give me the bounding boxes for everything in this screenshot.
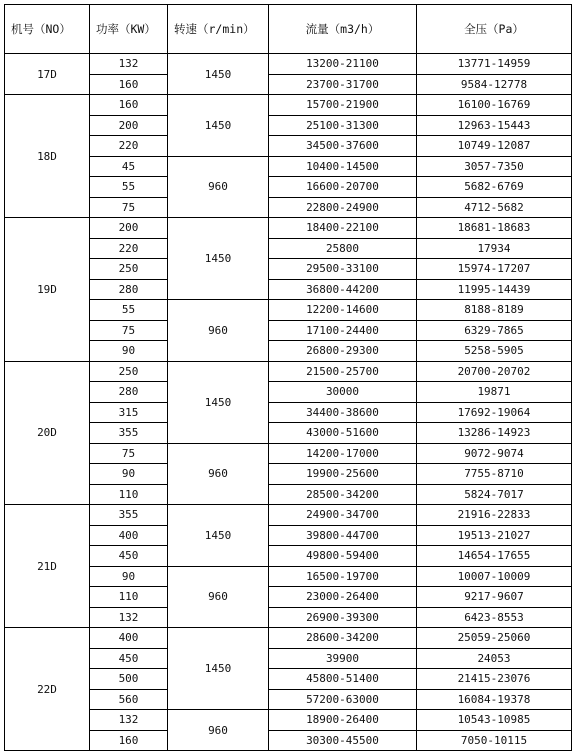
speed-cell: 1450: [168, 361, 269, 443]
flow-cell: 25800: [269, 238, 417, 259]
table-row: [5, 197, 572, 218]
pressure-cell: 7755-8710: [417, 464, 572, 485]
flow-cell: 30000: [269, 382, 417, 403]
power-cell: 500: [90, 669, 168, 690]
pressure-cell: 6423-8553: [417, 607, 572, 628]
power-cell: 200: [90, 115, 168, 136]
speed-cell: 960: [168, 566, 269, 628]
table-row: [5, 115, 572, 136]
flow-cell: 16500-19700: [269, 566, 417, 587]
power-cell: 200: [90, 218, 168, 239]
pressure-cell: 3057-7350: [417, 156, 572, 177]
power-cell: 75: [90, 443, 168, 464]
table-row: [5, 218, 572, 239]
table-row: [5, 443, 572, 464]
header-model: 机号（NO）: [5, 5, 90, 54]
flow-cell: 29500-33100: [269, 259, 417, 280]
flow-cell: 14200-17000: [269, 443, 417, 464]
table-row: [5, 156, 572, 177]
pressure-cell: 10007-10009: [417, 566, 572, 587]
power-cell: 110: [90, 484, 168, 505]
pressure-cell: 19513-21027: [417, 525, 572, 546]
power-cell: 355: [90, 423, 168, 444]
pressure-cell: 17934: [417, 238, 572, 259]
table-row: [5, 464, 572, 485]
pressure-cell: 18681-18683: [417, 218, 572, 239]
table-row: [5, 279, 572, 300]
pressure-cell: 6329-7865: [417, 320, 572, 341]
table-row: [5, 648, 572, 669]
pressure-cell: 4712-5682: [417, 197, 572, 218]
speed-cell: 1450: [168, 95, 269, 157]
power-cell: 400: [90, 525, 168, 546]
speed-cell: 1450: [168, 505, 269, 567]
table-row: [5, 74, 572, 95]
pressure-cell: 20700-20702: [417, 361, 572, 382]
speed-cell: 960: [168, 300, 269, 362]
pressure-cell: 13286-14923: [417, 423, 572, 444]
model-cell: 22D: [5, 628, 90, 751]
flow-cell: 12200-14600: [269, 300, 417, 321]
power-cell: 132: [90, 710, 168, 731]
flow-cell: 34500-37600: [269, 136, 417, 157]
flow-cell: 18900-26400: [269, 710, 417, 731]
power-cell: 55: [90, 177, 168, 198]
flow-cell: 39900: [269, 648, 417, 669]
header-pressure: 全压（Pa）: [417, 5, 572, 54]
flow-cell: 25100-31300: [269, 115, 417, 136]
model-cell: 21D: [5, 505, 90, 628]
power-cell: 450: [90, 546, 168, 567]
flow-cell: 57200-63000: [269, 689, 417, 710]
power-cell: 355: [90, 505, 168, 526]
power-cell: 220: [90, 238, 168, 259]
table-row: [5, 177, 572, 198]
flow-cell: 16600-20700: [269, 177, 417, 198]
flow-cell: 26800-29300: [269, 341, 417, 362]
power-cell: 280: [90, 279, 168, 300]
pressure-cell: 5258-5905: [417, 341, 572, 362]
pressure-cell: 16100-16769: [417, 95, 572, 116]
flow-cell: 36800-44200: [269, 279, 417, 300]
table-row: [5, 259, 572, 280]
pressure-cell: 9217-9607: [417, 587, 572, 608]
power-cell: 250: [90, 361, 168, 382]
table-row: [5, 382, 572, 403]
pressure-cell: 15974-17207: [417, 259, 572, 280]
speed-cell: 1450: [168, 54, 269, 95]
power-cell: 160: [90, 74, 168, 95]
flow-cell: 28500-34200: [269, 484, 417, 505]
flow-cell: 34400-38600: [269, 402, 417, 423]
power-cell: 132: [90, 607, 168, 628]
table-row: [5, 136, 572, 157]
table-row: [5, 54, 572, 75]
flow-cell: 23000-26400: [269, 587, 417, 608]
speed-cell: 960: [168, 710, 269, 751]
power-cell: 132: [90, 54, 168, 75]
pressure-cell: 5824-7017: [417, 484, 572, 505]
flow-cell: 49800-59400: [269, 546, 417, 567]
power-cell: 90: [90, 464, 168, 485]
flow-cell: 17100-24400: [269, 320, 417, 341]
table-row: [5, 423, 572, 444]
power-cell: 315: [90, 402, 168, 423]
flow-cell: 21500-25700: [269, 361, 417, 382]
speed-cell: 960: [168, 443, 269, 505]
flow-cell: 13200-21100: [269, 54, 417, 75]
power-cell: 90: [90, 341, 168, 362]
power-cell: 560: [90, 689, 168, 710]
pressure-cell: 7050-10115: [417, 730, 572, 751]
power-cell: 90: [90, 566, 168, 587]
table-row: [5, 566, 572, 587]
flow-cell: 15700-21900: [269, 95, 417, 116]
table-row: [5, 525, 572, 546]
power-cell: 220: [90, 136, 168, 157]
model-cell: 19D: [5, 218, 90, 362]
speed-cell: 1450: [168, 218, 269, 300]
power-cell: 250: [90, 259, 168, 280]
pressure-cell: 9072-9074: [417, 443, 572, 464]
table-row: [5, 628, 572, 649]
flow-cell: 19900-25600: [269, 464, 417, 485]
power-cell: 55: [90, 300, 168, 321]
flow-cell: 39800-44700: [269, 525, 417, 546]
pressure-cell: 10749-12087: [417, 136, 572, 157]
model-cell: 17D: [5, 54, 90, 95]
table-row: [5, 320, 572, 341]
flow-cell: 10400-14500: [269, 156, 417, 177]
pressure-cell: 11995-14439: [417, 279, 572, 300]
model-cell: 20D: [5, 361, 90, 505]
power-cell: 75: [90, 197, 168, 218]
pressure-cell: 24053: [417, 648, 572, 669]
table-row: [5, 689, 572, 710]
flow-cell: 45800-51400: [269, 669, 417, 690]
fan-spec-table: [4, 4, 572, 751]
pressure-cell: 9584-12778: [417, 74, 572, 95]
table-row: [5, 546, 572, 567]
header-power: 功率（KW）: [90, 5, 168, 54]
header-row: [5, 5, 572, 54]
pressure-cell: 21916-22833: [417, 505, 572, 526]
pressure-cell: 19871: [417, 382, 572, 403]
power-cell: 280: [90, 382, 168, 403]
model-cell: 18D: [5, 95, 90, 218]
pressure-cell: 17692-19064: [417, 402, 572, 423]
header-speed: 转速（r/min）: [168, 5, 269, 54]
pressure-cell: 25059-25060: [417, 628, 572, 649]
table-row: [5, 587, 572, 608]
flow-cell: 30300-45500: [269, 730, 417, 751]
flow-cell: 18400-22100: [269, 218, 417, 239]
table-row: [5, 361, 572, 382]
table-row: [5, 710, 572, 731]
pressure-cell: 14654-17655: [417, 546, 572, 567]
pressure-cell: 16084-19378: [417, 689, 572, 710]
table-row: [5, 341, 572, 362]
power-cell: 45: [90, 156, 168, 177]
table-row: [5, 95, 572, 116]
speed-cell: 1450: [168, 628, 269, 710]
pressure-cell: 5682-6769: [417, 177, 572, 198]
pressure-cell: 10543-10985: [417, 710, 572, 731]
table-row: [5, 484, 572, 505]
power-cell: 75: [90, 320, 168, 341]
power-cell: 160: [90, 95, 168, 116]
flow-cell: 23700-31700: [269, 74, 417, 95]
table-body: [5, 54, 572, 751]
pressure-cell: 12963-15443: [417, 115, 572, 136]
flow-cell: 26900-39300: [269, 607, 417, 628]
power-cell: 160: [90, 730, 168, 751]
power-cell: 110: [90, 587, 168, 608]
table-row: [5, 505, 572, 526]
table-row: [5, 402, 572, 423]
pressure-cell: 13771-14959: [417, 54, 572, 75]
speed-cell: 960: [168, 156, 269, 218]
table-header: [5, 5, 572, 54]
table-row: [5, 607, 572, 628]
flow-cell: 28600-34200: [269, 628, 417, 649]
flow-cell: 43000-51600: [269, 423, 417, 444]
flow-cell: 22800-24900: [269, 197, 417, 218]
power-cell: 450: [90, 648, 168, 669]
table-row: [5, 300, 572, 321]
table-row: [5, 238, 572, 259]
pressure-cell: 8188-8189: [417, 300, 572, 321]
table-row: [5, 730, 572, 751]
power-cell: 400: [90, 628, 168, 649]
header-flow: 流量（m3/h）: [269, 5, 417, 54]
flow-cell: 24900-34700: [269, 505, 417, 526]
pressure-cell: 21415-23076: [417, 669, 572, 690]
table-row: [5, 669, 572, 690]
